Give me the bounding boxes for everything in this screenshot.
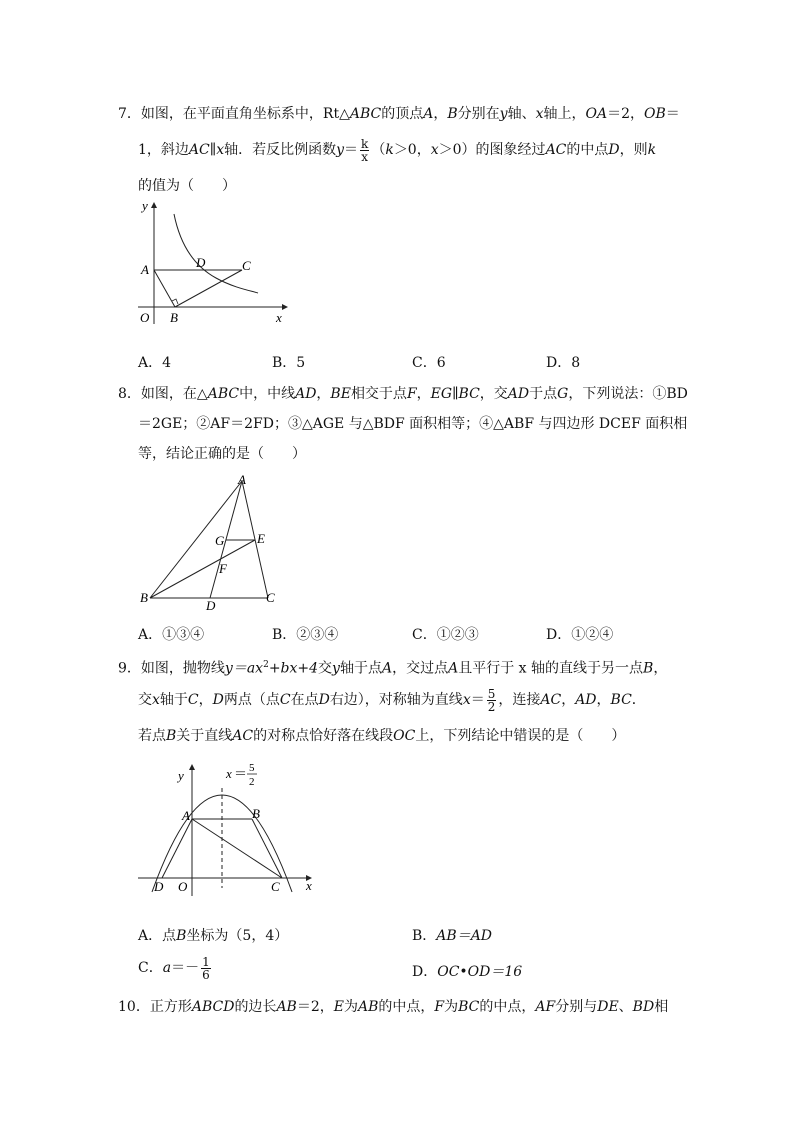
y-axis-arrow (189, 764, 195, 770)
q8-option-a[interactable]: A．①③④ (138, 627, 205, 643)
label-F: F (219, 561, 227, 576)
label-A: A (238, 472, 246, 487)
hyperbola-curve (174, 214, 258, 293)
q9-line-2: 交x轴于C，D两点（点C在点D右边），对称轴为直线x＝ $\frac{5}{2}$ ，连接AC，AD，BC． (138, 686, 646, 714)
q9-option-b[interactable]: B．AB＝AD (412, 928, 493, 944)
segment-AB (154, 270, 175, 307)
q8-option-b[interactable]: B．②③④ (272, 627, 339, 643)
q7-line-2: 1，斜边AC∥x轴．若反比例函数y＝ $\frac{k}{x}$ （k＞0，x＞0）的图象经过AC的中点D，则k (138, 136, 657, 164)
fraction-k-over-x: $\frac{k}{x}$ (361, 136, 369, 164)
q10-line-1: 10．正方形ABCD的边长AB＝2，E为AB的中点，F为BC的中点，AF分别与DE、BD相 (118, 999, 669, 1015)
q9-option-c[interactable]: C．a＝－ $\frac{1}{6}$ (138, 954, 210, 982)
x-axis-arrow (282, 304, 288, 310)
q8-option-c[interactable]: C．①②③ (412, 627, 479, 643)
segment-BC (175, 270, 242, 307)
q8-line-1: 8．如图，在△ABC中，中线AD，BE相交于点F，EG∥BC，交AD于点G，下列说法：①BD (118, 386, 688, 402)
q7-line-1: 7．如图，在平面直角坐标系中，Rt△ABC的顶点A，B分别在y轴、x轴上，OA＝2，OB＝ (118, 106, 680, 122)
segment-BE (150, 540, 255, 598)
q8-figure (134, 472, 284, 614)
label-C: C (266, 590, 275, 605)
label-y: y (178, 768, 184, 783)
q7-line-3: 的值为（ ） (138, 178, 236, 194)
q7-option-c[interactable]: C．6 (412, 355, 446, 371)
q7-option-a[interactable]: A．4 (138, 355, 172, 371)
q7-figure (134, 200, 294, 330)
fraction-5-over-2: $\frac{5}{2}$ (487, 686, 496, 714)
label-A: A (182, 808, 190, 823)
label-B: B (140, 590, 148, 605)
label-O: O (140, 310, 150, 325)
q9-line-1: 9．如图，抛物线$y=ax^2+bx+4$交y轴于点A，交过点A且平行于 x 轴的直线于另一点B， (118, 660, 668, 677)
label-C: C (271, 879, 280, 894)
label-axis-x: x (226, 766, 232, 781)
q9-option-a[interactable]: A．点B坐标为（5，4） (138, 928, 289, 944)
q8-option-d[interactable]: D．①②④ (546, 627, 614, 643)
q8-line-3: 等，结论正确的是（ ） (138, 446, 306, 462)
label-axis-num: 5 (249, 762, 255, 774)
label-G: G (215, 533, 225, 548)
label-A: A (141, 262, 149, 277)
q7-option-b[interactable]: B．5 (272, 355, 306, 371)
label-D: D (206, 598, 216, 613)
label-E: E (257, 531, 265, 546)
label-x: x (306, 878, 312, 893)
q9-option-d[interactable]: D．OC•OD＝16 (412, 964, 523, 980)
label-y: y (142, 200, 148, 213)
label-D: D (154, 879, 164, 894)
label-B: B (252, 806, 260, 821)
label-axis-den: 2 (249, 776, 255, 788)
q9-figure (134, 758, 324, 902)
segment-BC (252, 819, 282, 878)
segment-AD (162, 819, 192, 878)
segment-AC (192, 819, 282, 878)
label-x: x (276, 310, 282, 325)
y-axis-arrow (151, 202, 157, 208)
fraction-1-over-6: $\frac{1}{6}$ (202, 954, 210, 982)
q8-line-2: ＝2GE；②AF＝2FD；③△AGE 与△BDF 面积相等；④△ABF 与四边形 DCEF 面积相 (138, 416, 688, 432)
q7-option-d[interactable]: D．8 (546, 355, 581, 371)
label-B: B (170, 310, 178, 325)
label-axis-eq: ＝ (234, 766, 248, 781)
label-C: C (242, 258, 251, 273)
label-O: O (178, 879, 188, 894)
label-D: D (196, 255, 206, 270)
q9-line-3: 若点B关于直线AC的对称点恰好落在线段OC上，下列结论中错误的是（ ） (138, 728, 626, 744)
